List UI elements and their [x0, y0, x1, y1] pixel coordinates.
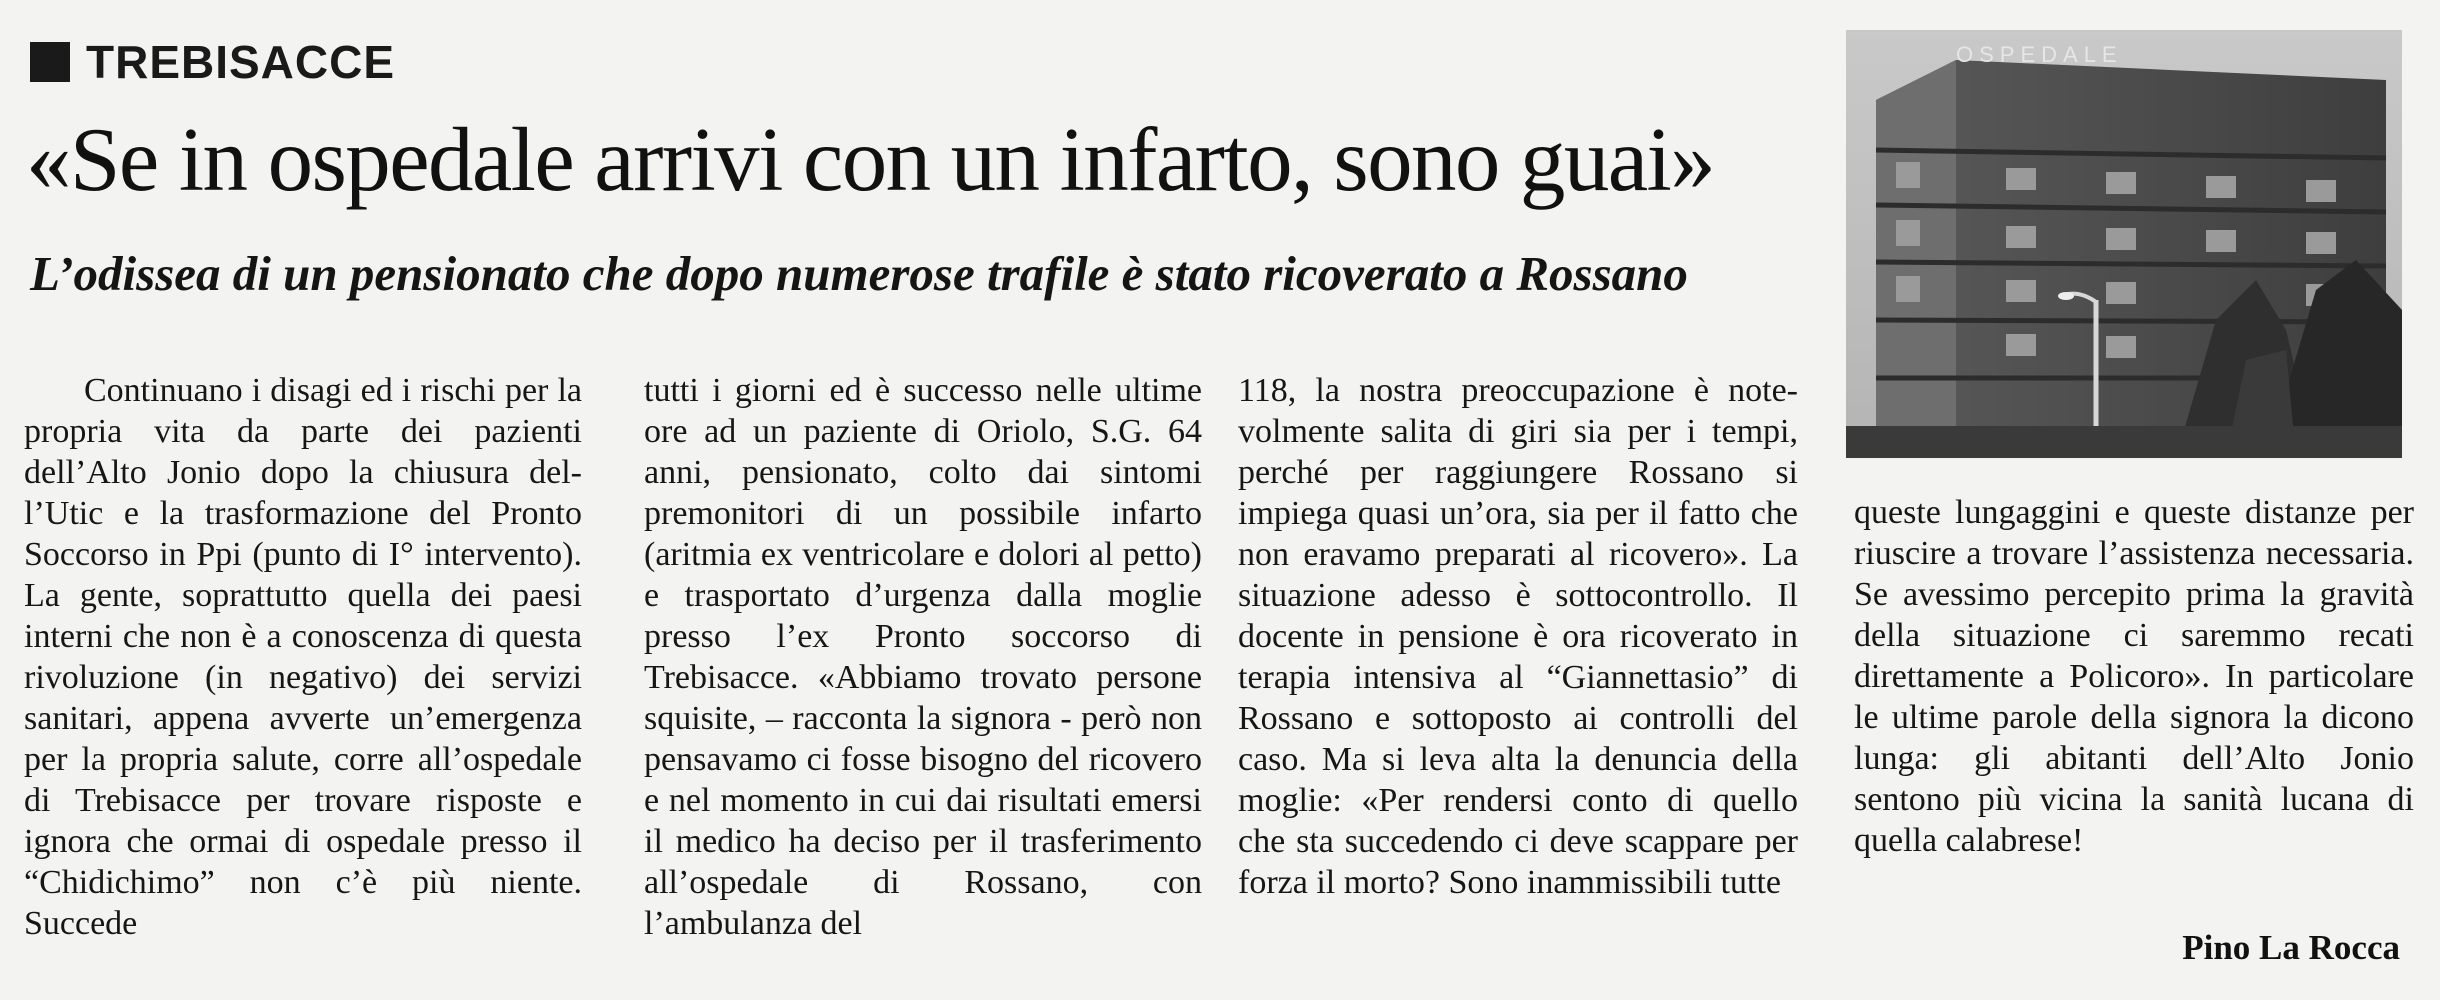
kicker-text: TREBISACCE: [86, 36, 396, 88]
photo-ground: [1846, 426, 2402, 458]
section-kicker: [30, 36, 395, 88]
article-author: Pino La Rocca: [2182, 928, 2400, 967]
article-column-4: queste lungaggini e queste distanze per riuscire a trovare l’assistenza necessaria. Se avessimo percepito prima la gravità della situazione ci saremmo recati direttamente a Policoro». In particolare le ultime parole della signora la dicono lunga: gli abitanti dell’Alto Jonio sentono più vicina la sanità lucana di quella calabrese!: [1854, 494, 2414, 859]
hospital-photo-image: [1846, 30, 2402, 458]
photo-rooftop-sign: OSPEDALE: [1956, 42, 2123, 67]
article-headline: «Se in ospedale arrivi con un infarto, sono guai»: [26, 109, 1715, 210]
hospital-photo: [1846, 30, 2402, 458]
kicker-square-mark: [30, 42, 70, 82]
article-subheadline: L’odissea di un pensionato che dopo numerose trafile è stato ricoverato a Rossano: [30, 246, 1688, 301]
article-column-2: tutti i giorni ed è successo nelle ultime ore ad un paziente di Oriolo, S.G. 64 anni, pensionato, colto dai sintomi premonitori di un possibile infarto (aritmia ex ventricolare e dolori al petto) e trasportato d’urgenza dalla moglie presso l’ex Pronto soccorso di Trebisacce. «Abbiamo trovato persone squisite, – racconta la signora - però non pensavamo ci fosse bisogno del ricovero e nel momento in cui dai risultati emersi il medico ha deciso per il trasferimento all’ospedale di Rossano, con l’ambulanza del: [644, 372, 1202, 942]
article-column-1: Continuano i disagi ed i rischi per la propria vita da parte dei pazienti dell’Alto Jonio dopo la chiusura dell’Utic e la trasformazione del Pronto Soccorso in Ppi (punto di I° intervento). La gente, soprattutto quella dei paesi interni che non è a conoscenza di questa rivoluzione (in negativo) dei servizi sanitari, appena avverte un’emergenza per la propria salute, corre all’ospedale di Trebisacce per trovare risposte e ignora che ormai di ospedale presso il “Chidichimo” non c’è più niente. Succede: [24, 372, 582, 942]
photo-building-side: [1876, 60, 1956, 458]
article-column-3: 118, la nostra preoccupazione è notevolmente salita di giri sia per i tempi, perché per raggiungere Rossano si impiega quasi un’ora, sia per il fatto che non eravamo preparati al ricovero». La situazione adesso è sottocontrollo. Il docente in pensione è ora ricoverato in terapia intensiva al “Giannettasio” di Rossano e sottoposto ai controlli del caso. Ma si leva alta la denuncia della moglie: «Per rendersi conto di quello che sta succedendo ci deve scappare per forza il morto? Sono inammissibili tutte: [1238, 372, 1798, 901]
